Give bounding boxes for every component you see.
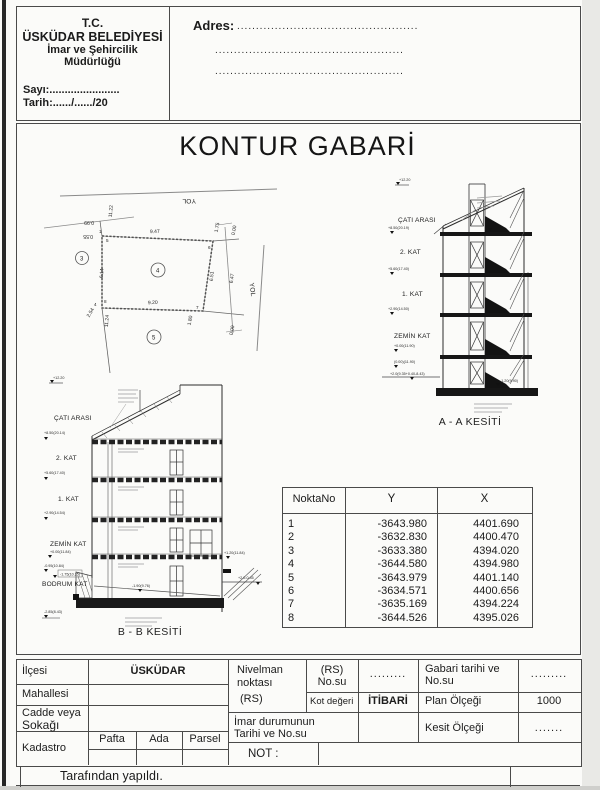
elevation-flag-icon [226,556,230,559]
svg-text:+5.60(17.40): +5.60(17.40) [388,267,410,271]
coord-header-x: X [480,493,489,505]
svg-text:+0.00(11.84): +0.00(11.84) [50,550,71,554]
floor-slabs [92,439,222,557]
elevation-flag-icon [394,349,398,352]
rs-label-line1: (RS) [320,664,344,676]
header-divider [169,6,170,120]
info-hline-ilcesi [16,684,228,685]
not-label: NOT : [248,748,279,760]
br-zero: 0.00 [228,325,237,336]
gabari-label-line2: No.su [425,675,454,687]
imar-label-line1: İmar durumunun [234,716,315,728]
elevation-flag-icon [138,589,142,592]
floor-label-2kat: 2. KAT [400,249,421,256]
info-hline-mahalle [16,705,228,706]
coord-col-x: 4401.690 4400.470 4394.020 4394.980 4401.140 4400.656 4394.224 4395.026 [473,518,519,624]
svg-text:(0.00)(11.90): (0.00)(11.90) [394,360,416,364]
gabari-label-line1: Gabari tarihi ve [425,663,500,675]
tl-dist: 11.22 [107,204,115,218]
section-b-windows [170,450,212,596]
svg-text:+2.0-0.45: +2.0-0.45 [238,576,254,580]
scan-margin-right [582,0,600,786]
kesit-olcegi-label: Kesit Ölçeği [425,722,484,734]
coord-header-nokta: NoktaNo [292,493,336,505]
footer-text: Tarafından yapıldı. [60,769,163,783]
dim-right-outer: 6.47 [228,273,236,284]
floor-label-zemin: ZEMİN KAT [50,541,87,548]
svg-text:+0.00(11.90): +0.00(11.90) [394,344,415,348]
info-hline-pafta [88,749,228,750]
cadde-label-line2: Sokağı [22,718,60,732]
parcel-number-badge-5 [147,330,161,344]
nivelman-line2: noktası [237,677,273,689]
parsel-header: Parsel [189,733,221,745]
svg-text:3: 3 [80,256,84,263]
svg-text:-1.20(9.90): -1.20(9.90) [500,379,519,383]
elevation-flag-icon [410,377,414,380]
coord-col-nokta: 1 2 3 4 5 6 7 8 [288,518,295,624]
tl-a: 0.99 [84,219,94,225]
adres-dots-3: .................................................. [215,66,404,77]
tr-dist: 1.75 [213,222,222,233]
coord-col-y: -3643.980 -3632.830 -3633.380 -3644.580 -3643.979 -3634.571 -3635.169 -3644.526 [377,518,427,624]
section-b-top-mark: +12.20 [53,376,65,380]
svg-text:+2.90(14.54): +2.90(14.54) [44,511,66,515]
elevation-flag-icon [256,582,260,585]
dim-bottom: 9.20 [147,299,158,307]
section-b-drawing [40,370,270,640]
tr-zero: 0.00 [230,225,239,236]
bl-dist: 11.24 [103,314,111,328]
point-4: 4 [94,302,97,307]
kot-degeri-value: İTİBARİ [368,695,408,707]
plan-olcegi-value: 1000 [536,695,562,707]
elevation-flag-icon [394,365,398,368]
elevation-flag-icon [53,575,57,578]
site-plan-drawing [42,183,307,378]
sayi-field: Sayı:....................... [23,84,120,96]
kot-degeri-label: Kot değeri [310,696,354,707]
svg-text:-2.85(8.43): -2.85(8.43) [44,610,63,614]
elevation-flag-icon [44,477,48,480]
floor-label-1kat: 1. KAT [58,496,79,503]
point-5: 5 [106,238,109,243]
elevation-flag-icon [44,437,48,440]
coord-col-line-2 [437,487,438,627]
stair-hatching [510,190,524,384]
page-title: KONTUR GABARİ [179,131,416,161]
br-dist: 1.80 [186,315,195,326]
rs-label-line2: No.su [317,676,347,688]
info-vline-gabari [418,659,419,742]
info-vline-not [318,742,319,765]
elevation-flag-icon [390,231,394,234]
elevation-flag-icon [44,569,48,572]
coord-header-y: Y [387,493,396,505]
floor-label-bodrum: BODRUM KAT [42,581,88,588]
ada-header: Ada [149,733,169,745]
entry-stairs [222,568,262,600]
elevation-flag-icon [44,517,48,520]
svg-text:-0.95(10.84): -0.95(10.84) [44,564,65,568]
section-a-drawing [382,172,582,432]
info-hline-kot [228,712,581,713]
floor-label-2kat: 2. KAT [56,455,77,462]
info-hline-imar [228,742,581,743]
org-name: ÜSKÜDAR BELEDİYESİ [22,30,163,44]
adres-label: Adres: [193,18,235,33]
floor-label-1kat: 1. KAT [402,291,423,298]
mahallesi-label: Mahallesi [22,688,69,700]
kadastro-label: Kadastro [22,742,67,754]
section-a-caption: A - A KESİTİ [438,416,502,428]
elevation-flag-icon [50,380,54,383]
plan-olcegi-label: Plan Ölçeği [425,695,482,707]
yol-right-label: YOL [247,282,257,297]
floor-label-cati: ÇATI ARASI [54,415,92,422]
info-hline-rs [306,692,581,693]
svg-text:4: 4 [156,268,160,275]
pafta-header: Pafta [99,733,125,745]
tl-b: 0.55 [83,233,93,239]
stair-steps [485,216,510,388]
dim-top: 9.47 [149,228,160,236]
slab-note-lines [118,449,144,567]
elevation-flag-icon [390,272,394,275]
elevation-flag-icon [396,182,400,185]
coord-header-line [282,513,532,514]
dim-right: 6.51 [208,271,216,282]
svg-text:+8.50(20.19): +8.50(20.19) [388,226,410,230]
nivelman-line3: (RS) [240,693,263,705]
adres-dots-2: .................................................. [215,45,404,56]
elevation-flag-icon [390,312,394,315]
ilcesi-label: İlçesi [22,665,48,677]
section-b-caption: B - B KESİTİ [117,626,183,638]
dim-left: 6.14 [98,268,106,279]
cadde-label-line1: Cadde veya [22,707,81,719]
elevation-flag-icon [48,555,52,558]
org-dept-line2: Müdürlüğü [64,56,121,68]
svg-text:+2.90(14.50): +2.90(14.50) [388,307,410,311]
svg-text:-1.90(9.76): -1.90(9.76) [132,584,151,588]
parcel-number-badge-4 [151,263,165,277]
svg-text:+5.60(17.40): +5.60(17.40) [44,471,66,475]
floor-label-zemin: ZEMİN KAT [394,333,431,340]
parcel-number-badge-3 [76,252,89,265]
imar-label-line2: Tarihi ve No.su [234,728,307,740]
coord-col-line-1 [345,487,346,627]
bl-a: 2.54 [85,307,96,319]
gabari-value: ......... [530,668,568,680]
point-7: 7 [196,305,199,310]
svg-text:-1.75(10.25): -1.75(10.25) [60,572,81,577]
yol-top-label: YOL [182,197,196,204]
tarih-field: Tarih:....../....../20 [23,97,108,109]
svg-text:5: 5 [152,335,156,342]
ilcesi-value: ÜSKÜDAR [130,665,186,677]
section-a-top-mark: +12.20 [399,178,411,182]
point-1: 1 [99,229,102,234]
point-6: 6 [208,245,211,250]
org-dept-line1: İmar ve Şehircilik [47,44,138,56]
org-tc: T.C. [81,16,104,30]
svg-text:+2.0(9.35+0.40-8.43): +2.0(9.35+0.40-8.43) [390,372,425,376]
point-8: 8 [104,299,107,304]
floor-label-cati: ÇATI ARASI [398,217,436,224]
elevation-flag-icon [44,615,48,618]
adres-dots-1: ................................................ [237,21,419,32]
page-bottom-line [16,785,580,786]
svg-text:+1.20(11.84): +1.20(11.84) [224,551,245,555]
svg-text:+8.50(20.14): +8.50(20.14) [44,431,66,435]
rs-value: ......... [369,668,407,680]
kesit-olcegi-value: ....... [534,722,564,734]
scan-edge-left [2,0,6,788]
nivelman-line1: Nivelman [237,664,283,676]
